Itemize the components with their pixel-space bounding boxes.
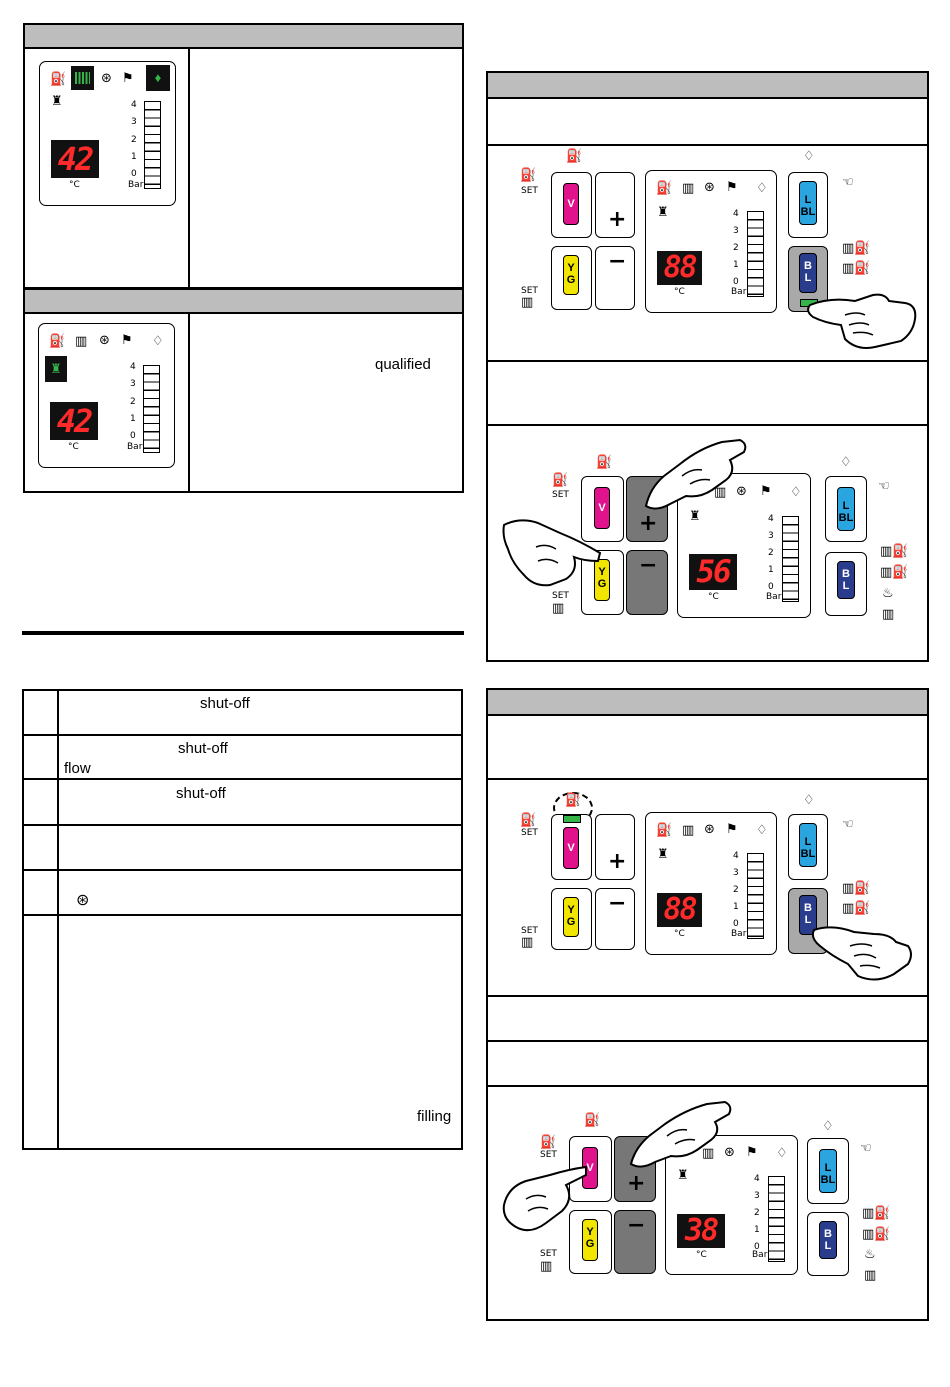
chimney-sweep-icon: ⚑ — [746, 1145, 758, 1160]
boiler-icon: ♜ — [657, 847, 669, 862]
tap-icon: ⛽ — [552, 473, 569, 488]
table2-header — [23, 288, 464, 314]
pointing-hand-icon — [805, 275, 920, 355]
tableA-row-line — [486, 424, 929, 426]
pressure-scale — [782, 516, 799, 602]
temp-unit: °C — [708, 592, 719, 602]
set-label: SET — [521, 926, 538, 936]
control-panel-3 — [515, 790, 915, 995]
lbl-button[interactable] — [825, 476, 867, 542]
lbl-button[interactable] — [788, 172, 828, 238]
bl-button[interactable] — [807, 1212, 849, 1276]
radiator-icon: ▥ — [702, 1146, 715, 1161]
lbl-label: L BL — [837, 487, 855, 531]
step1-text: shut-off — [200, 695, 250, 712]
step2-text-b: flow — [64, 760, 91, 777]
radiator-tap-icon: ▥⛽ — [862, 1206, 891, 1221]
burner-icon: ⊛ — [101, 71, 112, 86]
lbl-label: L BL — [819, 1149, 837, 1193]
temp-unit: °C — [69, 180, 80, 190]
status-led — [563, 815, 581, 823]
yg-label: Y G — [582, 1219, 598, 1261]
boiler-icon: ♜ — [689, 509, 701, 524]
v-label: V — [563, 827, 579, 869]
burner-icon: ⊛ — [736, 484, 747, 499]
scale-tick-3: 3 — [754, 1191, 760, 1201]
radiator-icon: ▥ — [75, 334, 88, 349]
flame-icon: ♢ — [803, 793, 815, 808]
boiler-icon: ♜ — [45, 356, 67, 382]
pointing-hand-icon — [500, 1165, 590, 1240]
tap-icon: ⛽ — [656, 823, 673, 838]
flame-icon: ♢ — [756, 181, 768, 196]
pointing-hand-icon — [625, 1100, 735, 1170]
control-panel-2 — [500, 438, 920, 648]
flame-icon: ♦ — [146, 65, 170, 91]
tap-icon: ⛽ — [584, 1113, 601, 1128]
bl-label: B L — [799, 253, 817, 293]
scale-tick-4: 4 — [131, 100, 137, 110]
scale-tick-0: 0 — [130, 431, 136, 441]
yg-label: Y G — [563, 255, 579, 295]
flame-icon: ♢ — [790, 485, 802, 500]
temperature-readout: 42 — [51, 140, 99, 178]
pointing-hand-icon — [640, 438, 750, 513]
display — [645, 812, 777, 955]
steps-row-line — [22, 824, 463, 826]
bar-unit: Bar — [731, 929, 747, 939]
flame-icon: ♢ — [756, 823, 768, 838]
burner-icon: ⊛ — [704, 180, 715, 195]
radiator-icon: ▥ — [682, 181, 695, 196]
flame-icon: ♢ — [776, 1146, 788, 1161]
scale-tick-2: 2 — [131, 135, 137, 145]
radiator-icon: ▥ — [540, 1259, 553, 1274]
chimney-sweep-icon: ⚑ — [726, 822, 738, 837]
scale-tick-1: 1 — [754, 1225, 760, 1235]
v-label: V — [582, 1147, 598, 1189]
tap-icon: ⛽ — [596, 455, 613, 470]
scale-tick-4: 4 — [768, 514, 774, 524]
section-rule — [22, 631, 464, 635]
set-label: SET — [540, 1249, 557, 1259]
heating-button[interactable] — [551, 888, 592, 950]
thermometer-icon: ♨ — [882, 586, 894, 601]
scale-tick-0: 0 — [733, 919, 739, 929]
burner-icon: ⊛ — [724, 1145, 735, 1160]
tap-icon: ⛽ — [565, 793, 582, 808]
reset-hand-icon: ☜ — [878, 479, 890, 494]
bar-unit: Bar — [766, 592, 782, 602]
steps-row-line — [22, 869, 463, 871]
status-display-1 — [39, 61, 176, 206]
pressure-scale — [747, 853, 764, 939]
minus-button[interactable]: − — [626, 550, 668, 615]
scale-tick-2: 2 — [130, 397, 136, 407]
lbl-label: L BL — [799, 181, 817, 225]
radiator-icon: ▥ — [552, 601, 565, 616]
burner-icon: ⊛ — [704, 822, 715, 837]
set-label: SET — [540, 1150, 557, 1160]
steps-row-line — [22, 734, 463, 736]
v-label: V — [594, 487, 610, 529]
bar-unit: Bar — [752, 1250, 768, 1260]
temperature-readout: 88 — [657, 251, 702, 285]
tap-icon: ⛽ — [520, 813, 537, 828]
radiator-icon: ▥ — [864, 1268, 877, 1283]
scale-tick-3: 3 — [733, 226, 739, 236]
scale-tick-3: 3 — [733, 868, 739, 878]
flame-icon: ♢ — [152, 334, 164, 349]
pointing-hand-icon — [810, 910, 915, 990]
chimney-sweep-icon: ⚑ — [726, 180, 738, 195]
plus-button[interactable]: + — [595, 814, 635, 880]
dhw-button[interactable] — [551, 814, 592, 880]
lbl-button[interactable] — [807, 1138, 849, 1204]
tableB-row-line — [486, 1040, 929, 1042]
tap-icon: ⛽ — [50, 72, 67, 87]
radiator-icon: ▥ — [682, 823, 695, 838]
bl-label: B L — [819, 1221, 837, 1259]
pressure-scale — [144, 101, 161, 189]
boiler-icon: ♜ — [657, 205, 669, 220]
pressure-scale — [747, 211, 764, 297]
set-label: SET — [552, 490, 569, 500]
scale-tick-3: 3 — [130, 379, 136, 389]
scale-tick-3: 3 — [131, 117, 137, 127]
tableA-header — [486, 71, 929, 99]
pressure-scale — [143, 365, 160, 453]
tap-icon: ⛽ — [49, 334, 66, 349]
table2-text-qualified: qualified — [375, 356, 431, 373]
tableB-row-line — [486, 778, 929, 780]
dhw-button[interactable] — [551, 172, 592, 238]
tap-icon: ⛽ — [566, 149, 583, 164]
temp-unit: °C — [674, 929, 685, 939]
pressure-scale — [768, 1176, 785, 1262]
radiator-tap-icon: ▥⛽ — [842, 881, 871, 896]
radiator-icon: ▥ — [714, 485, 727, 500]
scale-tick-1: 1 — [131, 152, 137, 162]
thermometer-icon: ♨ — [864, 1247, 876, 1262]
scale-tick-0: 0 — [754, 1242, 760, 1252]
radiator-tap-icon: ▥⛽ — [880, 544, 909, 559]
tableB-header — [486, 688, 929, 716]
yg-label: Y G — [594, 559, 610, 601]
scale-tick-4: 4 — [130, 362, 136, 372]
scale-tick-2: 2 — [754, 1208, 760, 1218]
table2-divider — [188, 314, 190, 493]
chimney-sweep-icon: ⚑ — [121, 333, 133, 348]
scale-tick-2: 2 — [733, 243, 739, 253]
burner-icon: ⊛ — [99, 333, 110, 348]
tableB-row-line — [486, 1085, 929, 1087]
step3-text: shut-off — [176, 785, 226, 802]
yg-label: Y G — [563, 897, 579, 937]
bar-unit: Bar — [128, 180, 144, 190]
v-label: V — [563, 183, 579, 225]
set-label: SET — [521, 828, 538, 838]
scale-tick-0: 0 — [131, 169, 137, 179]
flame-icon: ♢ — [822, 1119, 834, 1134]
bar-unit: Bar — [127, 442, 143, 452]
set-label: SET — [521, 186, 538, 196]
temperature-readout: 88 — [657, 893, 702, 927]
reset-hand-icon: ☜ — [842, 175, 854, 190]
radiator-tap-icon: ▥⛽ — [842, 261, 871, 276]
table1-divider — [188, 49, 190, 289]
scale-tick-1: 1 — [733, 902, 739, 912]
step2-text-a: shut-off — [178, 740, 228, 757]
tap-icon: ⛽ — [656, 181, 673, 196]
scale-tick-0: 0 — [768, 582, 774, 592]
table1-header — [23, 23, 464, 49]
scale-tick-4: 4 — [733, 209, 739, 219]
boiler-icon: ♜ — [677, 1168, 689, 1183]
control-panel-1 — [515, 150, 915, 355]
scale-tick-2: 2 — [733, 885, 739, 895]
pointing-hand-icon — [500, 513, 605, 588]
tap-icon: ⛽ — [540, 1135, 557, 1150]
temp-unit: °C — [696, 1250, 707, 1260]
lbl-label: L BL — [799, 823, 817, 867]
scale-tick-1: 1 — [768, 565, 774, 575]
scale-tick-1: 1 — [130, 414, 136, 424]
heating-button[interactable] — [551, 246, 592, 310]
steps-table — [22, 689, 463, 1150]
minus-button[interactable]: − — [614, 1210, 656, 1274]
radiator-tap-icon: ▥⛽ — [880, 565, 909, 580]
flame-icon: ♢ — [803, 149, 815, 164]
boiler-icon: ♜ — [51, 94, 63, 109]
minus-button[interactable]: − — [595, 888, 635, 950]
flame-icon: ♢ — [840, 455, 852, 470]
bl-label: B L — [799, 895, 817, 935]
scale-tick-1: 1 — [733, 260, 739, 270]
lbl-button[interactable] — [788, 814, 828, 880]
steps-row-line — [22, 778, 463, 780]
bl-button[interactable] — [825, 552, 867, 616]
set-label: SET — [521, 286, 538, 296]
control-panel-4 — [500, 1100, 920, 1300]
plus-button[interactable]: + — [626, 476, 668, 542]
temp-unit: °C — [68, 442, 79, 452]
radiator-icon — [71, 66, 94, 90]
tableB-row-line — [486, 995, 929, 997]
chimney-sweep-icon: ⚑ — [122, 71, 134, 86]
temperature-readout: 56 — [689, 554, 737, 590]
set-label: SET — [552, 591, 569, 601]
radiator-icon: ▥ — [521, 295, 534, 310]
bar-unit: Bar — [731, 287, 747, 297]
scale-tick-0: 0 — [733, 277, 739, 287]
chimney-sweep-icon: ⚑ — [760, 484, 772, 499]
scale-tick-3: 3 — [768, 531, 774, 541]
scale-tick-2: 2 — [768, 548, 774, 558]
scale-tick-4: 4 — [754, 1174, 760, 1184]
steps-number-divider — [57, 689, 59, 1150]
plus-button[interactable]: + — [614, 1136, 656, 1202]
radiator-tap-icon: ▥⛽ — [842, 901, 871, 916]
tap-icon: ⛽ — [520, 168, 537, 183]
reset-hand-icon: ☜ — [842, 817, 854, 832]
minus-button[interactable]: − — [595, 246, 635, 310]
reset-hand-icon: ☜ — [860, 1141, 872, 1156]
temperature-readout: 38 — [677, 1214, 725, 1248]
bl-label: B L — [837, 561, 855, 599]
temperature-readout: 42 — [50, 402, 98, 440]
radiator-tap-icon: ▥⛽ — [862, 1227, 891, 1242]
radiator-tap-icon: ▥⛽ — [842, 241, 871, 256]
radiator-icon: ▥ — [882, 607, 895, 622]
steps-row-line — [22, 914, 463, 916]
radiator-icon: ▥ — [521, 935, 534, 950]
status-display-2 — [38, 323, 175, 468]
plus-button[interactable]: + — [595, 172, 635, 238]
scale-tick-4: 4 — [733, 851, 739, 861]
burner-icon: ⊛ — [76, 890, 90, 909]
tableA-row-line — [486, 360, 929, 362]
display — [645, 170, 777, 313]
step6-text: filling — [417, 1108, 452, 1125]
temp-unit: °C — [674, 287, 685, 297]
tableA-row-line — [486, 144, 929, 146]
